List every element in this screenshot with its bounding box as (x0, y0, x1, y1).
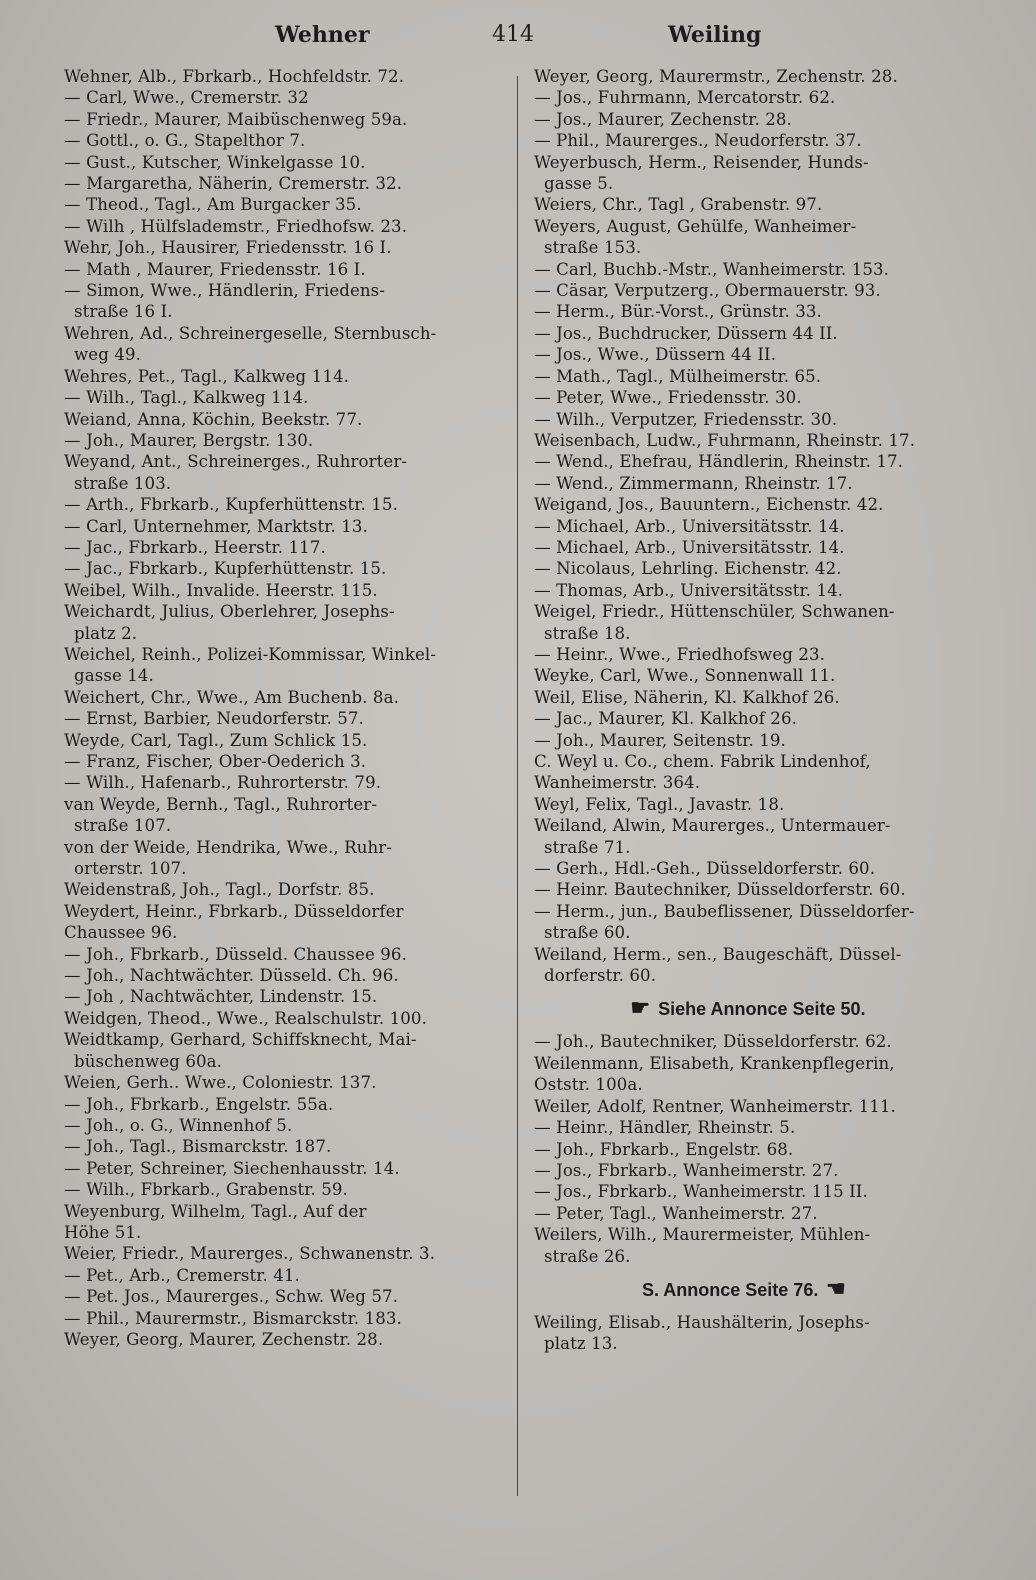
annonce-reference-1 (534, 996, 962, 1021)
directory-entry-line: — Wilh., Hafenarb., Ruhrorterstr. 79. (64, 773, 382, 793)
directory-entry-line: Weyand, Ant., Schreinerges., Ruhrorter- (64, 452, 408, 472)
directory-entry-line: — Michael, Arb., Universitätsstr. 14. (534, 537, 845, 557)
directory-entry-line: — Peter, Tagl., Wanheimerstr. 27. (534, 1203, 818, 1223)
left-column (64, 66, 502, 1350)
directory-entry-line: Weigand, Jos., Bauuntern., Eichenstr. 42. (534, 495, 884, 515)
directory-entry-line: Wehren, Ad., Schreinergeselle, Sternbusch- (64, 323, 437, 343)
directory-entry-line: Weiland, Alwin, Maurerges., Untermauer- (534, 816, 891, 836)
directory-entry-line: von der Weide, Hendrika, Wwe., Ruhr- (64, 837, 393, 857)
right-column (534, 66, 962, 1355)
directory-entry-line: — Joh., Fbrkarb., Engelstr. 55a. (64, 1094, 334, 1114)
directory-entry-line: — Carl, Buchb.-Mstr., Wanheimerstr. 153. (534, 259, 890, 279)
directory-entry-line: Weichel, Reinh., Polizei-Kommissar, Winkel- (64, 644, 437, 664)
directory-entry-line: — Heinr., Händler, Rheinstr. 5. (534, 1118, 796, 1138)
directory-entry-line: Wehner, Alb., Fbrkarb., Hochfeldstr. 72. (64, 67, 405, 86)
directory-entry-line: gasse 5. (544, 174, 614, 194)
directory-entry-line: — Joh., Maurer, Bergstr. 130. (64, 430, 314, 450)
directory-entry-line: straße 60. (544, 923, 631, 943)
directory-entry-line: — Peter, Schreiner, Siechenhausstr. 14. (64, 1158, 400, 1178)
pointing-hand-icon: ☛ (826, 1275, 847, 1301)
directory-entry-line: — Heinr. Bautechniker, Düsseldorferstr. 60. (534, 880, 906, 900)
directory-entry-line: Weiand, Anna, Köchin, Beekstr. 77. (64, 409, 363, 429)
directory-entry-line: Wehr, Joh., Hausirer, Friedensstr. 16 I. (64, 238, 392, 258)
directory-entry-line: Chaussee 96. (64, 923, 178, 943)
directory-entry-line: platz 2. (74, 623, 138, 643)
annonce-reference-2 (534, 1277, 962, 1302)
directory-entry-line: Wehres, Pet., Tagl., Kalkweg 114. (64, 366, 350, 386)
directory-entry-line: — Pet., Arb., Cremerstr. 41. (64, 1265, 300, 1285)
directory-entry-line: platz 13. (544, 1334, 618, 1354)
directory-entry-line: — Joh., Bautechniker, Düsseldorferstr. 62. (534, 1032, 892, 1052)
directory-entry-line: Weyer, Georg, Maurer, Zechenstr. 28. (64, 1329, 384, 1349)
directory-entry-line: — Michael, Arb., Universitätsstr. 14. (534, 516, 845, 536)
directory-entry-line: — Wilh., Fbrkarb., Grabenstr. 59. (64, 1180, 348, 1200)
directory-entry-line: Weyl, Felix, Tagl., Javastr. 18. (534, 794, 785, 814)
directory-entry-line: — Wilh , Hülfslademstr., Friedhofsw. 23. (64, 216, 408, 236)
annonce-text: S. Annonce Seite 76. (641, 1279, 819, 1300)
directory-entry-line: — Gust., Kutscher, Winkelgasse 10. (64, 152, 366, 172)
directory-entry-line: — Cäsar, Verputzerg., Obermauerstr. 93. (534, 281, 881, 301)
directory-entry-line: Weilers, Wilh., Maurermeister, Mühlen- (534, 1225, 871, 1245)
directory-entry-line: — Nicolaus, Lehrling. Eichenstr. 42. (534, 559, 842, 579)
directory-entry-line: — Math., Tagl., Mülheimerstr. 65. (534, 366, 822, 386)
directory-entry-line: — Jos., Maurer, Zechenstr. 28. (534, 109, 792, 129)
directory-entry-line: — Peter, Wwe., Friedensstr. 30. (534, 388, 802, 408)
directory-entry-line: — Jos., Buchdrucker, Düssern 44 II. (534, 323, 838, 343)
directory-entry-line: — Phil., Maurerges., Neudorferstr. 37. (534, 131, 862, 151)
header-left-keyword: Wehner (275, 22, 370, 48)
directory-entry-line: — Joh., Fbrkarb., Düsseld. Chaussee 96. (64, 944, 407, 964)
directory-entry-line: — Joh., Tagl., Bismarckstr. 187. (64, 1137, 332, 1157)
directory-entry-line: Weichert, Chr., Wwe., Am Buchenb. 8a. (64, 687, 399, 707)
directory-entry-line: Weiler, Adolf, Rentner, Wanheimerstr. 111. (534, 1096, 896, 1116)
right-column-block-b (534, 1031, 962, 1266)
directory-entry-line: — Herm., jun., Baubeflissener, Düsseldorfer- (534, 901, 915, 921)
directory-entry-line: — Thomas, Arb., Universitätsstr. 14. (534, 580, 844, 600)
directory-entry-line: C. Weyl u. Co., chem. Fabrik Lindenhof, (534, 752, 871, 771)
directory-entry-line: Weilenmann, Elisabeth, Krankenpflegerin, (534, 1053, 895, 1073)
directory-entry-line: Weiland, Herm., sen., Baugeschäft, Düssel- (534, 944, 902, 964)
directory-entry-line: — Joh., o. G., Winnenhof 5. (64, 1115, 293, 1135)
directory-entry-line: — Jac., Fbrkarb., Heerstr. 117. (64, 537, 326, 557)
directory-entry-line: — Joh., Maurer, Seitenstr. 19. (534, 730, 786, 750)
directory-entry-line: Weiling, Elisab., Haushälterin, Josephs- (534, 1312, 870, 1332)
directory-entry-line: Oststr. 100a. (534, 1075, 643, 1095)
directory-entry-line: Weidgen, Theod., Wwe., Realschulstr. 100. (64, 1008, 427, 1028)
directory-entry-line: — Friedr., Maurer, Maibüschenweg 59a. (64, 109, 408, 129)
directory-entry-line: Höhe 51. (64, 1222, 142, 1242)
directory-entry-line: straße 71. (544, 837, 631, 857)
column-divider (517, 76, 518, 1496)
directory-entry-line: Weier, Friedr., Maurerges., Schwanenstr. 3. (64, 1244, 436, 1264)
directory-entry-line: straße 107. (74, 816, 172, 836)
directory-entry-line: — Jac., Maurer, Kl. Kalkhof 26. (534, 709, 798, 729)
directory-entry-line: — Jos., Fbrkarb., Wanheimerstr. 115 II. (534, 1182, 868, 1202)
directory-entry-line: — Carl, Unternehmer, Marktstr. 13. (64, 516, 368, 536)
directory-entry-line: Weiers, Chr., Tagl , Grabenstr. 97. (534, 195, 823, 215)
directory-entry-line: Weyde, Carl, Tagl., Zum Schlick 15. (64, 730, 368, 750)
directory-entry-line: büschenweg 60a. (74, 1051, 223, 1071)
directory-entry-line: Weyke, Carl, Wwe., Sonnenwall 11. (534, 666, 836, 686)
directory-entry-line: — Gerh., Hdl.-Geh., Düsseldorferstr. 60. (534, 859, 876, 879)
directory-entry-line: — Jos., Fuhrmann, Mercatorstr. 62. (534, 88, 836, 108)
directory-entry-line: gasse 14. (74, 666, 154, 686)
directory-entry-line: — Wilh., Verputzer, Friedensstr. 30. (534, 409, 838, 429)
directory-entry-line: — Wend., Zimmermann, Rheinstr. 17. (534, 473, 853, 493)
directory-entry-line: Weisenbach, Ludw., Fuhrmann, Rheinstr. 17. (534, 430, 916, 450)
right-column-block-c (534, 1312, 962, 1355)
directory-entry-line: straße 26. (544, 1246, 631, 1266)
directory-entry-line: — Margaretha, Näherin, Cremerstr. 32. (64, 174, 403, 194)
directory-entry-line: Wanheimerstr. 364. (534, 773, 701, 793)
directory-entry-line: Weigel, Friedr., Hüttenschüler, Schwanen- (534, 602, 895, 622)
directory-entry-line: Weien, Gerh.. Wwe., Coloniestr. 137. (64, 1073, 377, 1093)
directory-entry-line: — Arth., Fbrkarb., Kupferhüttenstr. 15. (64, 495, 398, 515)
pointing-hand-icon: ☛ (630, 995, 651, 1021)
directory-entry-line: — Franz, Fischer, Ober-Oederich 3. (64, 752, 367, 771)
directory-entry-line: — Joh., Fbrkarb., Engelstr. 68. (534, 1139, 794, 1159)
directory-entry-line: — Wend., Ehefrau, Händlerin, Rheinstr. 17. (534, 452, 904, 472)
directory-entry-line: — Carl, Wwe., Cremerstr. 32 (64, 88, 309, 108)
directory-entry-line: — Heinr., Wwe., Friedhofsweg 23. (534, 644, 826, 664)
directory-entry-line: — Herm., Bür.-Vorst., Grünstr. 33. (534, 302, 822, 322)
directory-entry-line: — Wilh., Tagl., Kalkweg 114. (64, 388, 309, 408)
directory-entry-line: Weyers, August, Gehülfe, Wanheimer- (534, 216, 857, 236)
directory-entry-line: — Phil., Maurermstr., Bismarckstr. 183. (64, 1308, 402, 1328)
directory-entry-line: Weil, Elise, Näherin, Kl. Kalkhof 26. (534, 687, 840, 707)
directory-entry-line: — Simon, Wwe., Händlerin, Friedens- (64, 281, 386, 301)
header-right-keyword: Weiling (668, 22, 762, 48)
directory-entry-line: van Weyde, Bernh., Tagl., Ruhrorter- (64, 794, 378, 814)
directory-entry-line: dorferstr. 60. (544, 966, 657, 986)
directory-entry-line: — Ernst, Barbier, Neudorferstr. 57. (64, 709, 364, 729)
directory-entry-line: — Joh., Nachtwächter. Düsseld. Ch. 96. (64, 966, 399, 986)
directory-entry-line: — Jos., Wwe., Düssern 44 II. (534, 345, 777, 365)
directory-entry-line: — Jac., Fbrkarb., Kupferhüttenstr. 15. (64, 559, 387, 579)
directory-entry-line: — Jos., Fbrkarb., Wanheimerstr. 27. (534, 1160, 839, 1180)
page-number: 414 (492, 22, 534, 47)
page-header (0, 18, 1036, 52)
directory-entry-line: Weyer, Georg, Maurermstr., Zechenstr. 28. (534, 67, 898, 86)
directory-entry-line: Weidenstraß, Joh., Tagl., Dorfstr. 85. (64, 880, 375, 900)
directory-entry-line: Weyenburg, Wilhelm, Tagl., Auf der (64, 1201, 367, 1221)
directory-entry-line: — Gottl., o. G., Stapelthor 7. (64, 131, 306, 151)
directory-entry-line: Weyerbusch, Herm., Reisender, Hunds- (534, 152, 869, 172)
annonce-text: Siehe Annonce Seite 50. (658, 999, 866, 1020)
directory-entry-line: Weidtkamp, Gerhard, Schiffsknecht, Mai- (64, 1030, 417, 1050)
directory-entry-line: straße 18. (544, 623, 631, 643)
directory-entry-line: — Theod., Tagl., Am Burgacker 35. (64, 195, 362, 215)
directory-entry-line: — Math , Maurer, Friedensstr. 16 I. (64, 259, 366, 279)
directory-entry-line: straße 153. (544, 238, 642, 258)
right-column-block-a (534, 66, 962, 986)
directory-entry-line: weg 49. (74, 345, 142, 365)
directory-entry-line: straße 103. (74, 473, 172, 493)
directory-entry-line: Weibel, Wilh., Invalide. Heerstr. 115. (64, 580, 378, 600)
directory-entry-line: Weydert, Heinr., Fbrkarb., Düsseldorfer (64, 901, 404, 921)
directory-entry-line: — Pet. Jos., Maurerges., Schw. Weg 57. (64, 1287, 399, 1307)
directory-entry-line: — Joh , Nachtwächter, Lindenstr. 15. (64, 987, 378, 1007)
directory-entry-line: orterstr. 107. (74, 859, 187, 879)
directory-entry-line: Weichardt, Julius, Oberlehrer, Josephs- (64, 602, 395, 622)
directory-entry-line: straße 16 I. (74, 302, 173, 322)
